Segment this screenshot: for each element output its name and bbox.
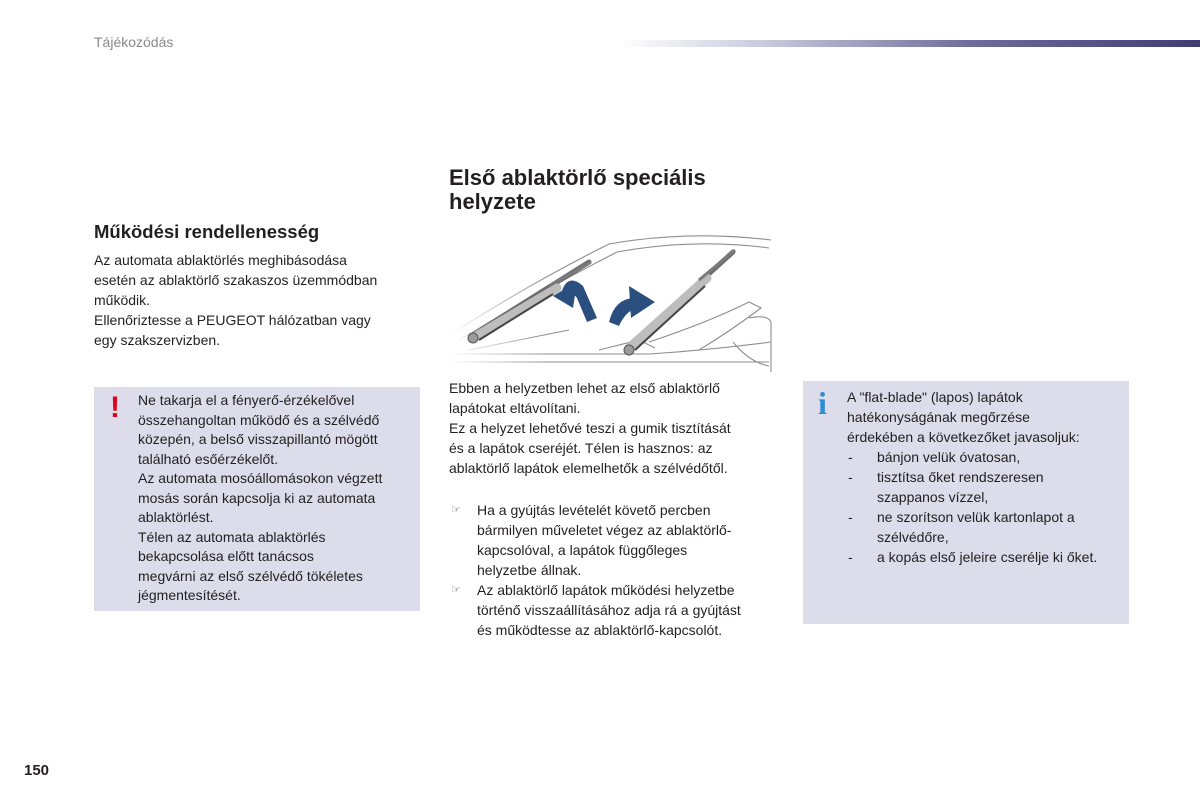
exclamation-icon: ! bbox=[110, 391, 120, 424]
dash-marker: - bbox=[848, 469, 853, 485]
step-item bbox=[449, 500, 779, 580]
warning-line: Ne takarja el a fényerő-érzékelővel bbox=[138, 392, 355, 408]
middle-body bbox=[449, 378, 779, 640]
info-item-line: szélvédőre, bbox=[877, 529, 949, 545]
step-line: bármilyen műveletet végez az ablaktörlő- bbox=[477, 522, 732, 538]
info-icon: i bbox=[818, 385, 827, 421]
wiper-illustration-svg bbox=[449, 222, 779, 372]
section-heading: Működési rendellenesség bbox=[94, 221, 320, 242]
removal-paragraph bbox=[449, 378, 779, 478]
info-line: A "flat-blade" (lapos) lapátok bbox=[847, 389, 1023, 405]
header-gradient-bar bbox=[620, 40, 1200, 47]
warning-line: Az automata mosóállomásokon végzett bbox=[138, 470, 383, 486]
paragraph-line: és a lapátok cseréjét. Télen is hasznos: az bbox=[449, 440, 713, 456]
left-column bbox=[94, 220, 424, 350]
info-text bbox=[847, 387, 1127, 567]
malfunction-paragraph bbox=[94, 250, 424, 350]
info-item-line: ne szorítson velük kartonlapot a bbox=[877, 509, 1075, 525]
heading-line: helyzete bbox=[449, 189, 536, 214]
info-list-item bbox=[847, 467, 1127, 507]
warning-line: közepén, a belső visszapillantó mögött bbox=[138, 431, 378, 447]
info-list-item bbox=[847, 547, 1127, 567]
steps-list bbox=[449, 500, 779, 640]
warning-line: Télen az automata ablaktörlés bbox=[138, 528, 326, 545]
dash-marker: - bbox=[848, 509, 853, 525]
warning-line: jégmentesítését. bbox=[138, 587, 241, 603]
step-line: Ha a gyújtás levételét követő percben bbox=[477, 502, 711, 518]
dash-marker: - bbox=[848, 449, 853, 465]
paragraph-line: ablaktörlő lapátok elemelhetők a szélvédőtől. bbox=[449, 460, 728, 476]
dash-marker: - bbox=[848, 549, 853, 565]
section-title: Tájékozódás bbox=[94, 34, 174, 50]
info-box bbox=[803, 381, 1129, 624]
paragraph-line: lapátokat eltávolítani. bbox=[449, 400, 581, 416]
paragraph-line: Ebben a helyzetben lehet az első ablaktörlő bbox=[449, 380, 720, 396]
step-line: történő visszaállításához adja rá a gyújtást bbox=[477, 602, 741, 618]
step-line: Az ablaktörlő lapátok működési helyzetbe bbox=[477, 582, 735, 598]
paragraph-line: esetén az ablaktörlő szakaszos üzemmódban bbox=[94, 272, 378, 288]
warning-text bbox=[138, 391, 418, 606]
warning-line: összehangoltan működő és a szélvédő bbox=[138, 411, 380, 428]
paragraph-line: működik. bbox=[94, 292, 151, 308]
warning-line: ablaktörlést. bbox=[138, 509, 214, 525]
paragraph-line: egy szakszervizben. bbox=[94, 332, 221, 348]
heading-line: Első ablaktörlő speciális bbox=[449, 165, 706, 190]
warning-line: megvárni az első szélvédő tökéletes bbox=[138, 567, 363, 584]
info-item-line: tisztítsa őket rendszeresen bbox=[877, 469, 1044, 485]
middle-heading-block bbox=[449, 166, 779, 214]
info-list-item bbox=[847, 447, 1127, 467]
warning-box bbox=[94, 387, 420, 611]
pointing-hand-icon: ☞ bbox=[451, 584, 461, 596]
main-heading bbox=[449, 166, 779, 214]
info-item-line: a kopás első jeleire cserélje ki őket. bbox=[877, 549, 1098, 565]
step-item bbox=[449, 580, 779, 640]
warning-line: bekapcsolása előtt tanácsos bbox=[138, 548, 314, 564]
info-line: érdekében a következőket javasoljuk: bbox=[847, 429, 1080, 445]
info-list bbox=[847, 447, 1127, 567]
step-line: helyzetbe állnak. bbox=[477, 562, 582, 578]
warning-line: mosás során kapcsolja ki az automata bbox=[138, 489, 376, 506]
paragraph-line: Az automata ablaktörlés meghibásodása bbox=[94, 252, 347, 268]
step-line: kapcsolóval, a lapátok függőleges bbox=[477, 542, 688, 558]
info-item-line: bánjon velük óvatosan, bbox=[877, 449, 1021, 465]
pointing-hand-icon: ☞ bbox=[451, 504, 461, 516]
paragraph-line: Ez a helyzet lehetővé teszi a gumik tisztítását bbox=[449, 420, 731, 436]
step-line: és működtesse az ablaktörlő-kapcsolót. bbox=[477, 622, 723, 638]
info-list-item bbox=[847, 507, 1127, 547]
warning-line: található esőérzékelőt. bbox=[138, 450, 279, 467]
page-number: 150 bbox=[24, 762, 50, 779]
paragraph-line: Ellenőriztesse a PEUGEOT hálózatban vagy bbox=[94, 312, 371, 328]
windshield-wipers-raised-illustration bbox=[449, 222, 779, 372]
info-line: hatékonyságának megőrzése bbox=[847, 409, 1030, 425]
info-item-line: szappanos vízzel, bbox=[877, 489, 989, 505]
